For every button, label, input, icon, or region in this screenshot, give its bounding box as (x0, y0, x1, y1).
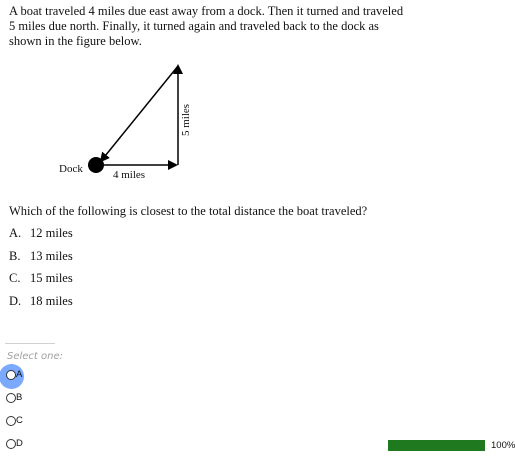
option-b[interactable] (0, 386, 23, 409)
choice-letter: B. (9, 248, 21, 263)
radio-d[interactable] (6, 439, 16, 449)
radio-c[interactable] (6, 416, 16, 426)
choice-letter: C. (9, 271, 21, 285)
divider (5, 343, 55, 344)
choice-d (9, 294, 73, 317)
choice-text: 15 miles (30, 271, 73, 285)
option-c[interactable] (0, 409, 23, 432)
choice-text: 12 miles (30, 226, 73, 240)
choice-b (9, 249, 73, 272)
problem-line: A boat traveled 4 miles due east away from a dock. Then it turned and traveled (9, 4, 404, 18)
radio-a[interactable] (6, 370, 16, 380)
north-distance-label: 5 miles (180, 103, 192, 136)
boat-path-diagram (50, 58, 210, 188)
option-d[interactable] (0, 432, 23, 455)
option-label[interactable]: C (16, 415, 23, 426)
choice-letter: D. (9, 293, 22, 308)
progress-bar (388, 440, 485, 451)
problem-text (9, 4, 449, 49)
radio-b[interactable] (6, 393, 16, 403)
choice-text: 18 miles (30, 293, 73, 308)
answer-options (0, 363, 23, 455)
return-leg-arrow (101, 66, 178, 161)
option-label[interactable]: D (16, 438, 23, 449)
choice-text: 13 miles (30, 248, 73, 263)
problem-line: shown in the figure below. (9, 34, 142, 48)
problem-line: 5 miles due north. Finally, it turned again and traveled back to the dock as (9, 19, 379, 33)
choice-c (9, 271, 73, 294)
dock-point (88, 157, 104, 173)
choice-letter: A. (9, 226, 22, 240)
progress-label: 100% (491, 440, 515, 451)
dock-label: Dock (59, 163, 83, 175)
question-text: Which of the following is closest to the total distance the boat traveled? (9, 204, 368, 218)
option-label[interactable]: A (16, 369, 23, 380)
boat-path-figure (50, 58, 210, 188)
progress-fill (388, 440, 485, 451)
choice-a (9, 226, 73, 249)
east-distance-label: 4 miles (113, 169, 146, 181)
select-one-prompt: Select one: (7, 351, 64, 362)
option-label[interactable]: B (16, 392, 23, 403)
answer-choices (9, 226, 73, 316)
option-a[interactable] (0, 363, 23, 386)
